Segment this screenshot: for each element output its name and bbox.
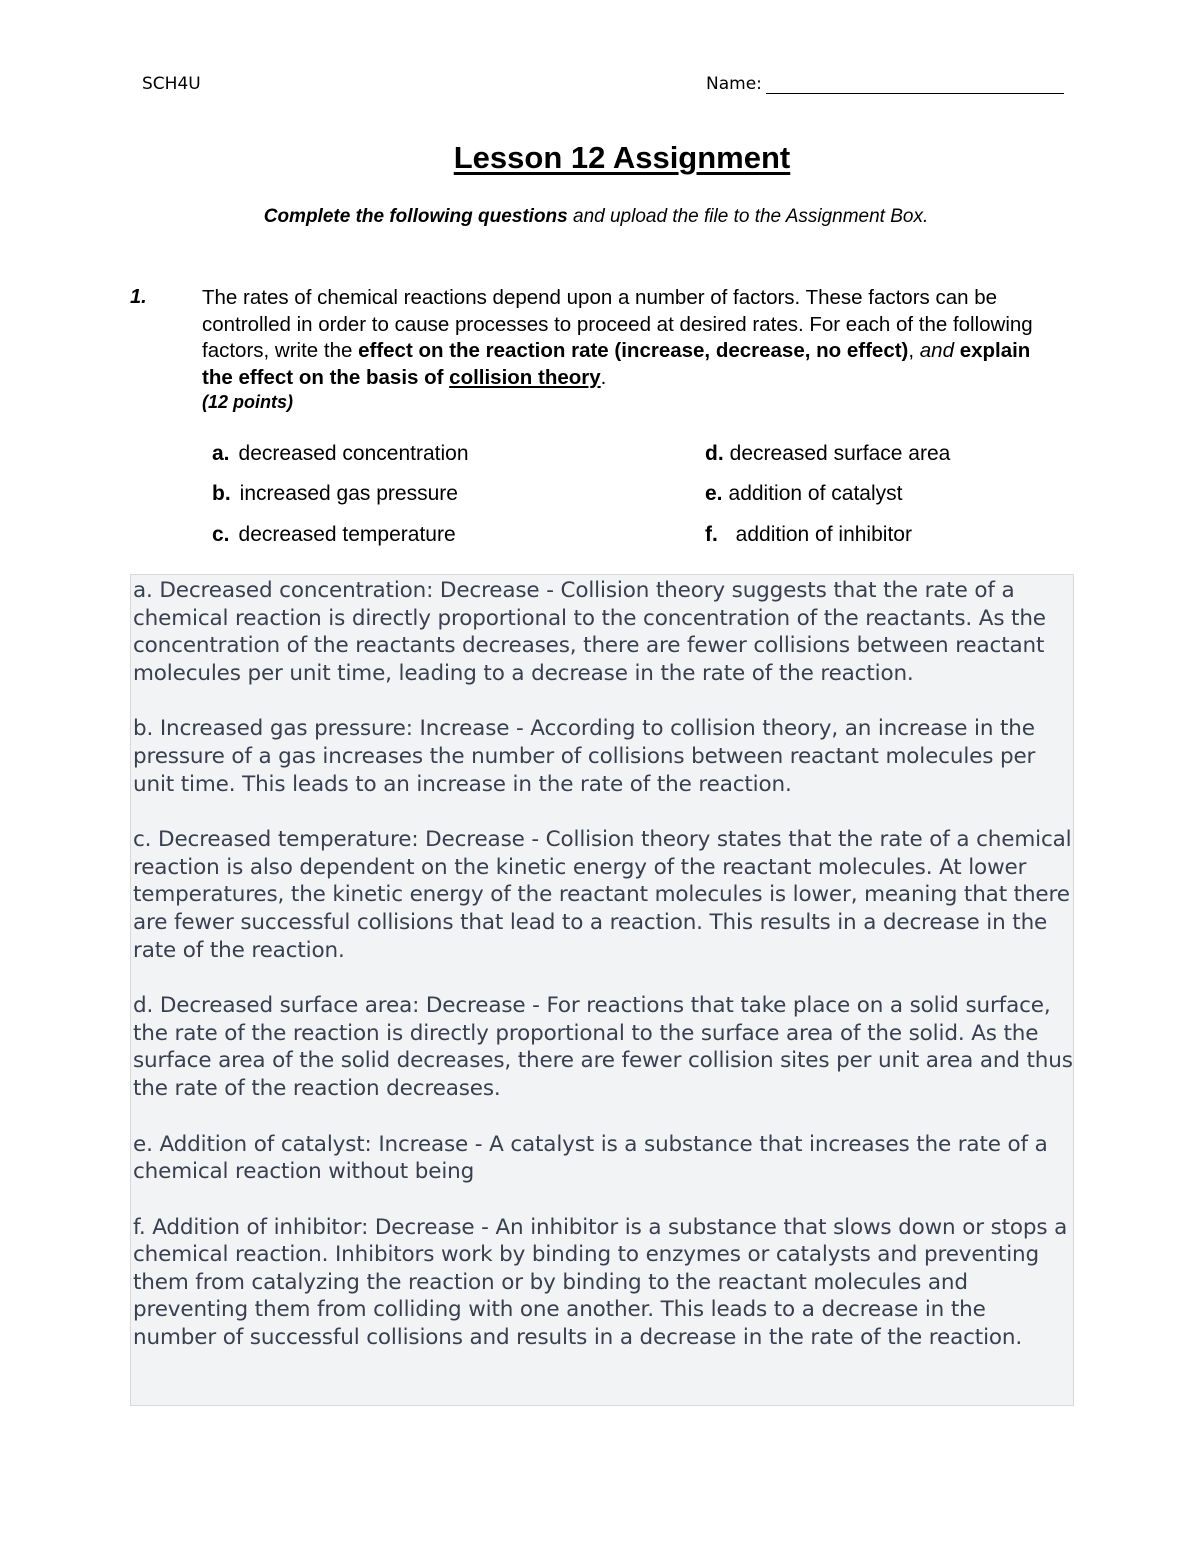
option-text: decreased temperature [238,523,456,546]
name-label: Name: [706,74,762,94]
option-letter: c. [212,523,230,546]
name-field [706,74,1064,94]
name-blank-line[interactable] [766,75,1064,94]
answer-e: e. Addition of catalyst: Increase - A catalyst is a substance that increases the rate of a chemical reaction without being [133,1131,1048,1185]
question-text-2: , [908,339,920,362]
option-text: decreased surface area [729,442,951,465]
instructions-rest: and upload the file to the Assignment Box. [567,206,929,227]
question-number: 1. [130,286,147,308]
question-points: (12 points) [202,392,294,412]
question-italic-and: and [919,339,954,362]
answer-a: a. Decreased concentration: Decrease - Collision theory suggests that the rate of a chemical reaction is directly proportional to the concentration of the reactants. As the concentration of the reactants decreases, there are fewer collisions between reactant molecules per unit time, leading to a decrease in the rate of the reaction. [133,578,1046,686]
answer-f: f. Addition of inhibitor: Decrease - An inhibitor is a substance that slows down or stops a chemical reaction. Inhibitors work by binding to enzymes or catalysts and preventing them from catalyzing the reaction or by binding to the reactant molecules and preventing them from colliding with one another. This leads to a decrease in the number of successful collisions and results in a decrease in the rate of the reaction. [133,1214,1068,1351]
course-code: SCH4U [142,74,201,94]
option-text: decreased concentration [238,442,469,465]
answer-text-box[interactable] [130,574,1074,1406]
answer-b: b. Increased gas pressure: Increase - According to collision theory, an increase in the pressure of a gas increases the number of collisions between reactant molecules per unit time. This leads to an increase in the rate of the reaction. [133,716,1036,797]
option-letter: e. [705,482,723,505]
option-c [212,523,456,547]
option-text: increased gas pressure [239,482,458,505]
option-text: addition of inhibitor [729,523,912,546]
instructions-bold: Complete the following questions [263,206,568,227]
option-letter: d. [705,442,724,465]
option-d [705,442,950,466]
option-e [705,482,902,506]
option-letter: b. [212,482,231,505]
option-f [705,523,912,547]
question-text [202,285,1052,413]
option-a [212,442,469,466]
question-bold-1: effect on the reaction rate (increase, decrease, no effect) [358,339,909,362]
question-underlined: collision theory [449,365,601,389]
instructions [0,206,1192,228]
question-bold-2: explain the effect on the basis of [202,339,1031,389]
question-text-1: The rates of chemical reactions depend upon a number of factors. These factors can be controlled in order to cause processes to proceed at desired rates. For each of the following factors, write the [202,286,1033,362]
answer-d: d. Decreased surface area: Decrease - For reactions that take place on a solid surface, the rate of the reaction is directly proportional to the surface area of the solid. As the surface area of the solid decreases, there are fewer collision sites per unit area and thus the rate of the reaction decreases. [133,993,1073,1101]
option-b [212,482,458,506]
option-text: addition of catalyst [728,482,903,505]
page-title: Lesson 12 Assignment [453,140,791,175]
option-letter: f. [705,523,718,546]
option-letter: a. [212,442,230,465]
question-text-3: . [600,365,607,389]
answer-c: c. Decreased temperature: Decrease - Collision theory states that the rate of a chemical reaction is also dependent on the kinetic energy of the reactant molecules. At lower temperatures, the kinetic energy of the reactant molecules is lower, meaning that there are fewer successful collisions that lead to a reaction. This results in a decrease in the rate of the reaction. [133,827,1072,963]
